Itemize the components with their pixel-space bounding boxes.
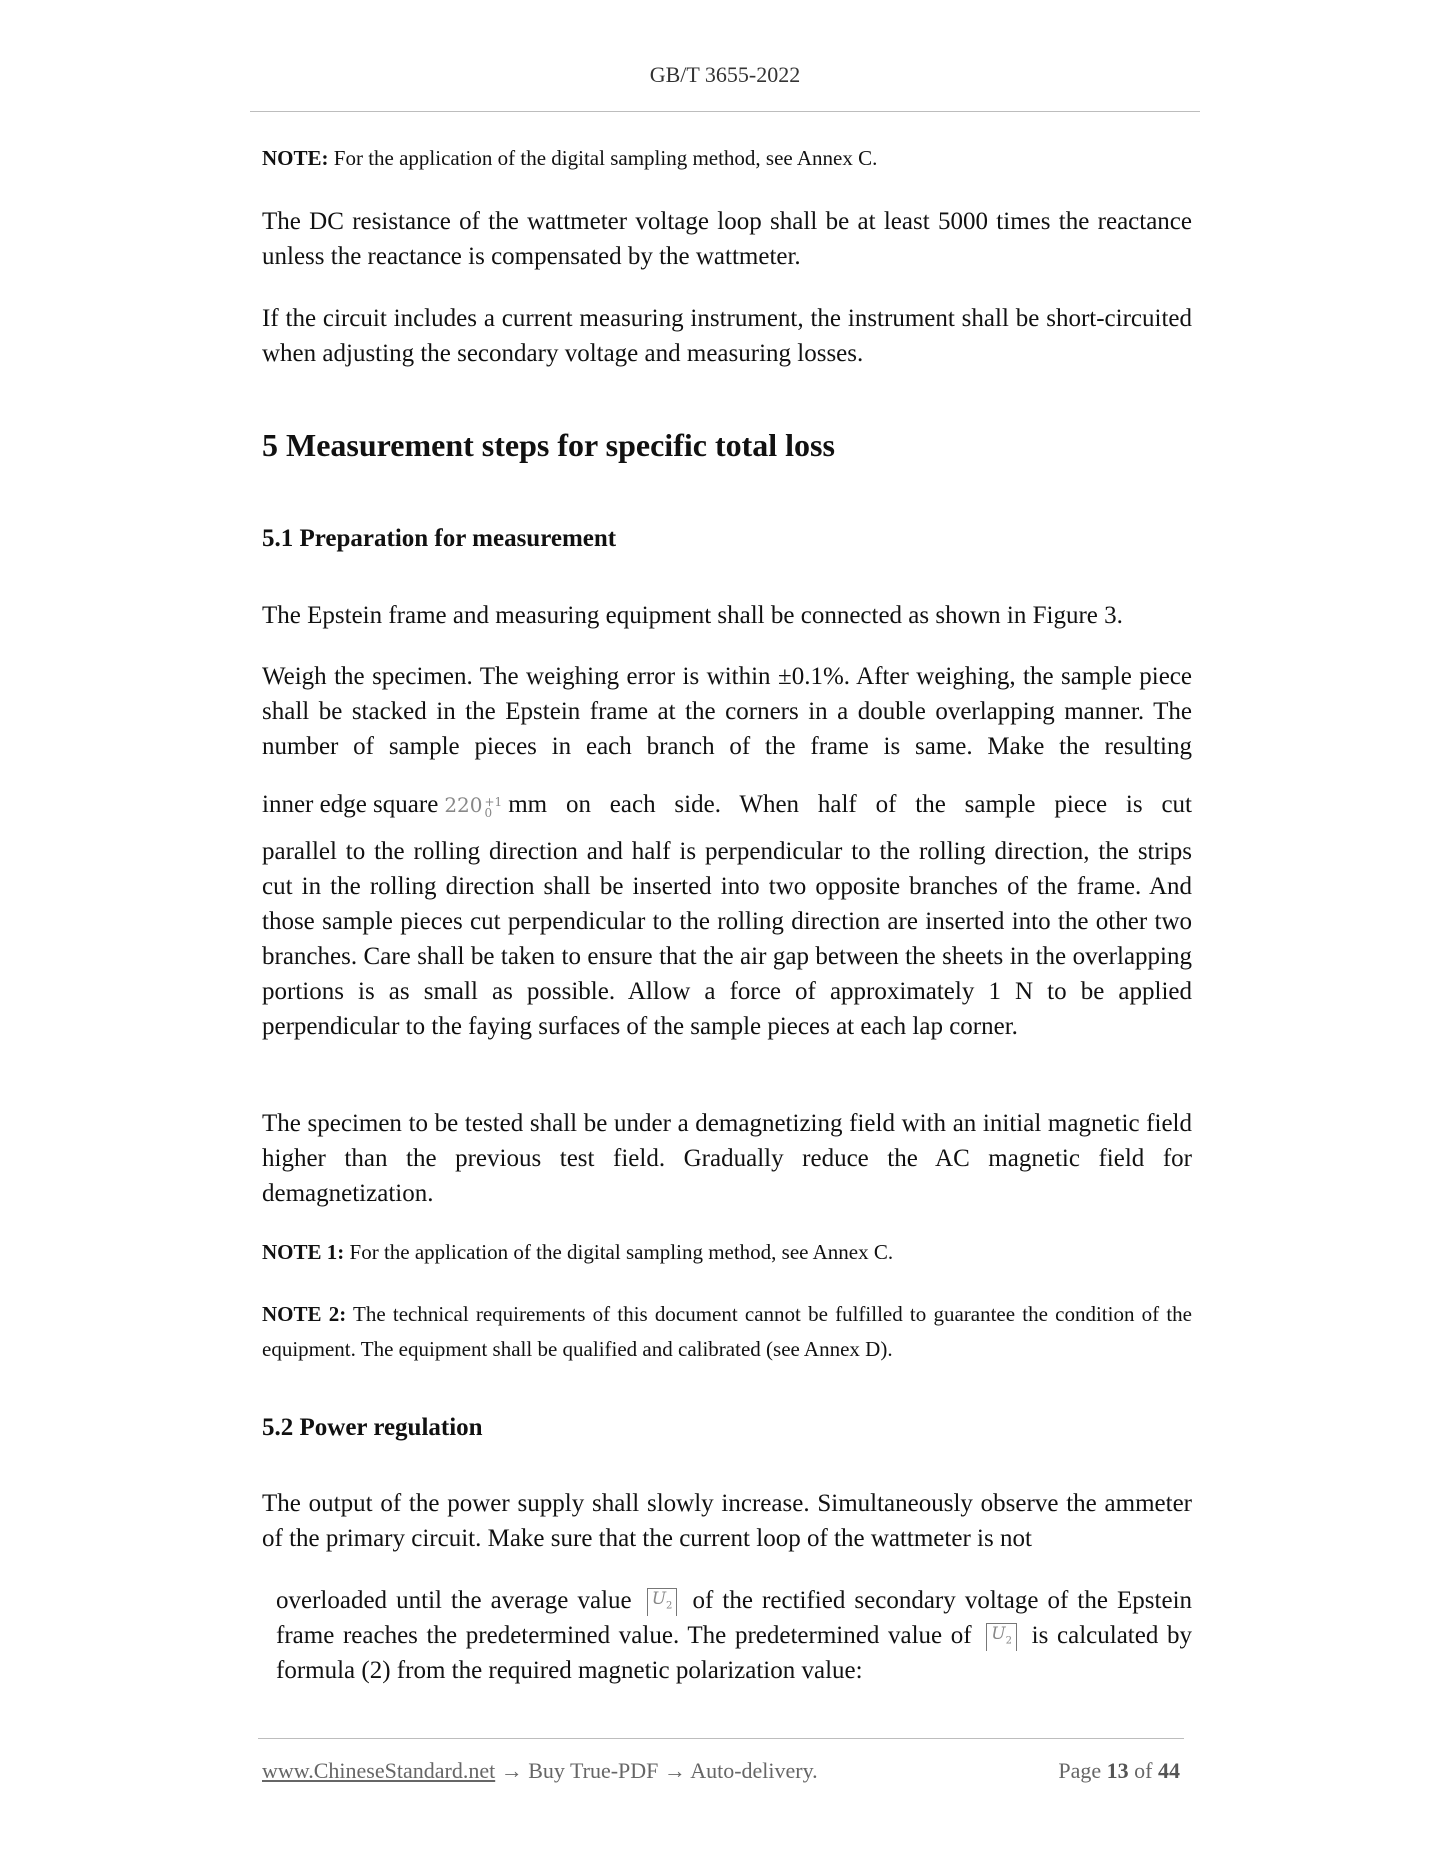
paragraph-weigh-part-c bbox=[262, 834, 1192, 1044]
paragraph-weigh-part-b bbox=[262, 787, 1192, 823]
paragraph-power-part-a bbox=[262, 1486, 1192, 1556]
footer-left bbox=[262, 1758, 818, 1784]
page-of: of bbox=[1134, 1758, 1153, 1783]
page-number bbox=[1058, 1758, 1180, 1784]
header-divider bbox=[250, 111, 1200, 112]
paragraph-weigh-part-a bbox=[262, 659, 1192, 764]
u2-average-symbol bbox=[986, 1623, 1017, 1651]
note-label: NOTE 2: bbox=[262, 1302, 347, 1326]
symbol-subscript: 2 bbox=[666, 1600, 673, 1612]
note-1 bbox=[262, 1235, 1192, 1270]
running-header: GB/T 3655-2022 bbox=[649, 62, 801, 87]
paragraph-text: parallel to the rolling direction and half is perpendicular to the rolling direction, the strips cut in the rolling direction shall be inserted into two opposite branches of the frame. And those sample pieces cut perpendicular to the rolling direction are inserted into the other two branches. Care shall be taken to ensure that the air gap between the sheets in the overlapping portions is as small as possible. Allow a force of approximately 1 N to be applied perpendicular to the faying surfaces of the sample pieces at each lap corner. bbox=[262, 838, 1192, 1040]
note-text: The technical requirements of this document cannot be fulfilled to guarantee the condition of the equipment. The equipment shall be qualified and calibrated (see Annex D). bbox=[262, 1302, 1192, 1361]
paragraph-text: The specimen to be tested shall be under a demagnetizing field with an initial magnetic field higher than the previous test field. Gradually reduce the AC magnetic field for demagnetization. bbox=[262, 1110, 1192, 1207]
paragraph-connection bbox=[262, 598, 1192, 633]
symbol-subscript: 2 bbox=[1005, 1635, 1012, 1647]
note-text: For the application of the digital sampling method, see Annex C. bbox=[328, 146, 878, 170]
paragraph-demagnetization bbox=[262, 1106, 1192, 1211]
website-link[interactable]: www.ChineseStandard.net bbox=[262, 1758, 496, 1783]
inline-text: overloaded until the average value bbox=[276, 1587, 632, 1614]
page-label: Page bbox=[1058, 1758, 1102, 1783]
dimension-tolerance-formula bbox=[444, 788, 502, 823]
subsection-title: 5.1 Preparation for measurement bbox=[262, 525, 617, 552]
subsection-title: 5.2 Power regulation bbox=[262, 1414, 483, 1441]
formula-sup: +1 bbox=[484, 795, 503, 809]
paragraph-text: The DC resistance of the wattmeter voltage loop shall be at least 5000 times the reactance unless the reactance is compensated by the wattmeter. bbox=[262, 208, 1192, 270]
paragraph-text: If the circuit includes a current measuring instrument, the instrument shall be short-circuited when adjusting the secondary voltage and measuring losses. bbox=[262, 305, 1192, 367]
paragraph-text: Weigh the specimen. The weighing error is within ±0.1%. After weighing, the sample piece shall be stacked in the Epstein frame at the corners in a double overlapping manner. The number of sample pieces in each branch of the frame is same. Make the resulting bbox=[262, 663, 1192, 760]
formula-base: 220 bbox=[444, 793, 483, 817]
paragraph-text: The Epstein frame and measuring equipment shall be connected as shown in Figure 3. bbox=[262, 602, 1123, 629]
page-current: 13 bbox=[1106, 1758, 1129, 1783]
symbol-letter: U bbox=[651, 1589, 667, 1609]
note-top bbox=[262, 141, 1192, 176]
section-5-1-heading bbox=[262, 521, 1192, 556]
page-total: 44 bbox=[1158, 1758, 1180, 1783]
note-label: NOTE: bbox=[262, 146, 329, 170]
section-5-2-heading bbox=[262, 1410, 1192, 1445]
section-5-heading bbox=[262, 425, 1192, 465]
note-text: For the application of the digital sampling method, see Annex C. bbox=[344, 1240, 894, 1264]
inline-text: inner edge square bbox=[262, 791, 439, 818]
paragraph-text: The output of the power supply shall slowly increase. Simultaneously observe the ammeter of the primary circuit. Make sure that the current loop of the wattmeter is not bbox=[262, 1490, 1192, 1552]
formula-sub: 0 bbox=[484, 806, 493, 820]
paragraph-current-instrument bbox=[262, 301, 1192, 371]
footer-divider bbox=[258, 1738, 1184, 1739]
inline-text: is calculated by formula (2) from the required magnetic polarization value: bbox=[276, 1622, 1192, 1684]
u2-average-symbol bbox=[647, 1588, 678, 1616]
note-label: NOTE 1: bbox=[262, 1240, 345, 1264]
paragraph-power-part-b bbox=[262, 1583, 1192, 1688]
symbol-letter: U bbox=[991, 1624, 1006, 1644]
paragraph-dc-resistance bbox=[262, 204, 1192, 274]
footer-promo-text: → Buy True-PDF → Auto-delivery. bbox=[495, 1758, 818, 1783]
inline-text: mm on each side. When half of the sample piece is cut bbox=[508, 791, 1192, 818]
section-title: 5 Measurement steps for specific total loss bbox=[262, 427, 835, 463]
note-2 bbox=[262, 1297, 1192, 1367]
inline-text: of the rectified secondary voltage of the Epstein frame reaches the predetermined value. The predetermined value of bbox=[276, 1587, 1193, 1649]
